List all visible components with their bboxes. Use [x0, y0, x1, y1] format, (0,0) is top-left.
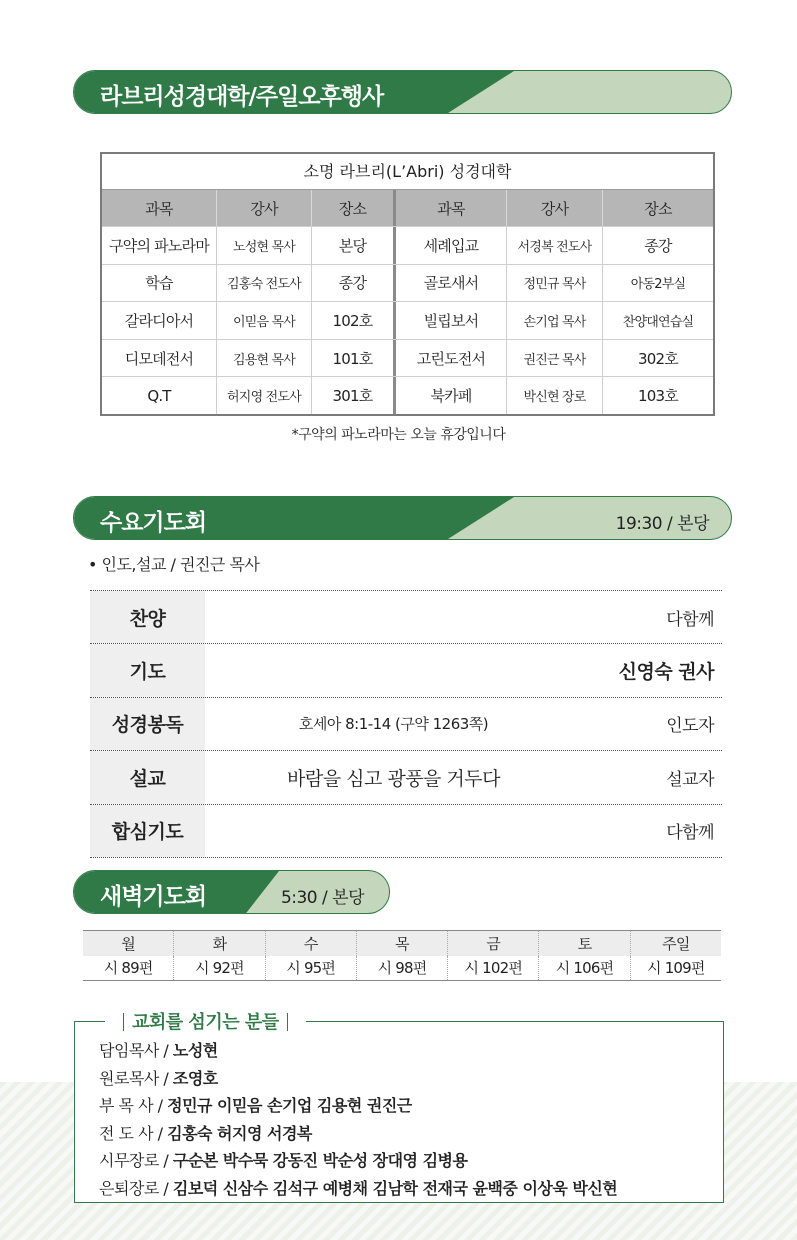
header-cell: 과목 — [102, 190, 217, 226]
header-cell: 장소 — [644, 199, 672, 218]
dawn-days-row — [83, 931, 721, 956]
reading-cell: 시 102편 — [448, 956, 539, 981]
table-cell: 김홍숙 전도사 — [217, 265, 312, 302]
table-cell: 갈라디아서 — [102, 302, 217, 339]
servants-title — [105, 1008, 306, 1034]
servant-line — [99, 1092, 617, 1120]
servant-names: 김홍숙 허지영 서경복 — [167, 1123, 312, 1143]
reading-cell: 시 95편 — [266, 956, 357, 981]
order-person: 인도자 — [666, 716, 714, 737]
order-person: 다함께 — [666, 823, 714, 844]
table-cell: 골로새서 — [396, 265, 507, 302]
labri-table — [100, 152, 715, 416]
servant-line — [99, 1065, 617, 1093]
order-person: 다함께 — [666, 609, 714, 630]
table-row — [102, 264, 713, 302]
servant-names: 구순본 박수묵 강동진 박순성 장대영 김병용 — [172, 1151, 468, 1170]
header-cell: 과목 — [396, 190, 507, 226]
table-cell: 구약의 파노라마 — [102, 227, 217, 264]
day-cell: 화 — [174, 931, 265, 956]
order-person: 설교자 — [666, 769, 714, 790]
servant-role: 부 목 사 / — [99, 1096, 168, 1115]
table-cell: 노성현 목사 — [217, 227, 312, 264]
reading-cell: 시 92편 — [174, 956, 265, 981]
labri-section-header — [73, 70, 732, 114]
servant-names: 노성현 — [172, 1041, 218, 1060]
table-cell: 학습 — [102, 265, 217, 302]
table-cell: 고린도전서 — [396, 340, 507, 377]
table-cell: 김용현 목사 — [217, 340, 312, 377]
title-bar-left — [123, 1013, 124, 1031]
servant-role: 담임목사 / — [99, 1041, 173, 1060]
dawn-section-time: 5:30 / 본당 — [280, 888, 364, 908]
servants-title-text: 교회를 섬기는 분들 — [132, 1012, 279, 1033]
order-detail: 호세아 8:1-14 (구약 1263쪽) — [298, 715, 489, 734]
table-cell: 본당 — [312, 227, 396, 264]
day-cell: 목 — [357, 931, 448, 956]
table-cell: 103호 — [638, 387, 678, 406]
labri-table-caption: 소명 라브리(L’Abri) 성경대학 — [102, 154, 713, 190]
table-cell: 아동2부실 — [630, 277, 686, 293]
header-cell: 장소 — [312, 190, 396, 226]
day-cell: 토 — [539, 931, 630, 956]
table-cell: 종강 — [644, 236, 672, 255]
servant-names: 김보덕 신삼수 김석구 예병채 김남학 전재국 윤백중 이상욱 박신현 — [172, 1178, 618, 1198]
day-cell: 금 — [448, 931, 539, 956]
order-label: 찬양 — [90, 591, 205, 643]
table-cell: 권진근 목사 — [507, 340, 603, 377]
wednesday-leader: • 인도,설교 / 권진근 목사 — [88, 555, 260, 574]
table-cell: 이믿음 목사 — [217, 302, 312, 339]
order-row — [90, 751, 722, 804]
servant-line — [99, 1147, 617, 1175]
servant-names: 조영호 — [172, 1068, 218, 1088]
wednesday-section-title: 수요기도회 — [100, 510, 207, 536]
table-cell: 손기업 목사 — [507, 302, 603, 339]
header-cell: 강사 — [217, 190, 312, 226]
servant-role: 전 도 사 / — [99, 1123, 168, 1143]
labri-note: *구약의 파노라마는 오늘 휴강입니다 — [291, 427, 506, 443]
table-cell: 102호 — [312, 302, 396, 339]
wednesday-order-list — [90, 590, 722, 858]
table-cell: 찬양대연습실 — [622, 314, 694, 330]
order-row — [90, 805, 722, 858]
order-row — [90, 644, 722, 697]
dawn-section-title: 새벽기도회 — [100, 884, 207, 910]
header-cell: 강사 — [507, 190, 603, 226]
table-row — [102, 339, 713, 377]
wednesday-section-time: 19:30 / 본당 — [615, 514, 709, 534]
dawn-schedule-table — [83, 930, 721, 981]
order-label: 합심기도 — [90, 805, 205, 857]
order-detail — [205, 644, 582, 696]
order-row — [90, 591, 722, 644]
day-cell: 월 — [83, 931, 174, 956]
servant-line — [99, 1175, 617, 1203]
order-row — [90, 698, 722, 751]
servants-list — [99, 1037, 617, 1202]
table-row — [102, 301, 713, 339]
reading-cell: 시 109편 — [647, 959, 705, 978]
servant-names: 정민규 이믿음 손기업 김용현 권진근 — [167, 1096, 412, 1115]
table-cell: 세례입교 — [396, 227, 507, 264]
sermon-title: 바람을 심고 광풍을 거두다 — [286, 767, 500, 790]
table-cell: 종강 — [312, 265, 396, 302]
reading-cell: 시 98편 — [357, 956, 448, 981]
servant-line — [99, 1037, 617, 1065]
dawn-section-header — [73, 870, 390, 914]
table-cell: 북카페 — [396, 377, 507, 414]
servant-role: 은퇴장로 / — [99, 1178, 173, 1198]
order-detail — [205, 591, 582, 643]
table-cell: 디모데전서 — [102, 340, 217, 377]
table-cell: 101호 — [312, 340, 396, 377]
labri-table-header-row — [102, 190, 713, 226]
table-row — [102, 226, 713, 264]
servant-line — [99, 1120, 617, 1148]
table-cell: 박신현 장로 — [507, 377, 603, 414]
order-person: 신영숙 권사 — [618, 661, 714, 684]
table-cell: 서경복 전도사 — [507, 227, 603, 264]
reading-cell: 시 89편 — [83, 956, 174, 981]
dawn-readings-row — [83, 956, 721, 981]
order-label: 기도 — [90, 644, 205, 696]
labri-section-title: 라브리성경대학/주일오후행사 — [100, 84, 384, 110]
wednesday-section-header — [73, 496, 732, 540]
title-bar-right — [287, 1013, 288, 1031]
order-label: 성경봉독 — [90, 698, 205, 750]
table-cell: 빌립보서 — [396, 302, 507, 339]
table-cell: Q.T — [102, 377, 217, 414]
servant-role: 원로목사 / — [99, 1068, 173, 1088]
servants-box — [74, 1012, 724, 1203]
servant-role: 시무장로 / — [99, 1151, 173, 1170]
table-cell: 정민규 목사 — [507, 265, 603, 302]
table-row — [102, 376, 713, 414]
table-cell: 301호 — [312, 377, 396, 414]
table-cell: 302호 — [638, 349, 678, 368]
day-cell: 수 — [266, 931, 357, 956]
order-label: 설교 — [90, 751, 205, 803]
reading-cell: 시 106편 — [539, 956, 630, 981]
table-cell: 허지영 전도사 — [217, 377, 312, 414]
order-detail — [205, 805, 582, 857]
day-cell: 주일 — [662, 934, 690, 953]
